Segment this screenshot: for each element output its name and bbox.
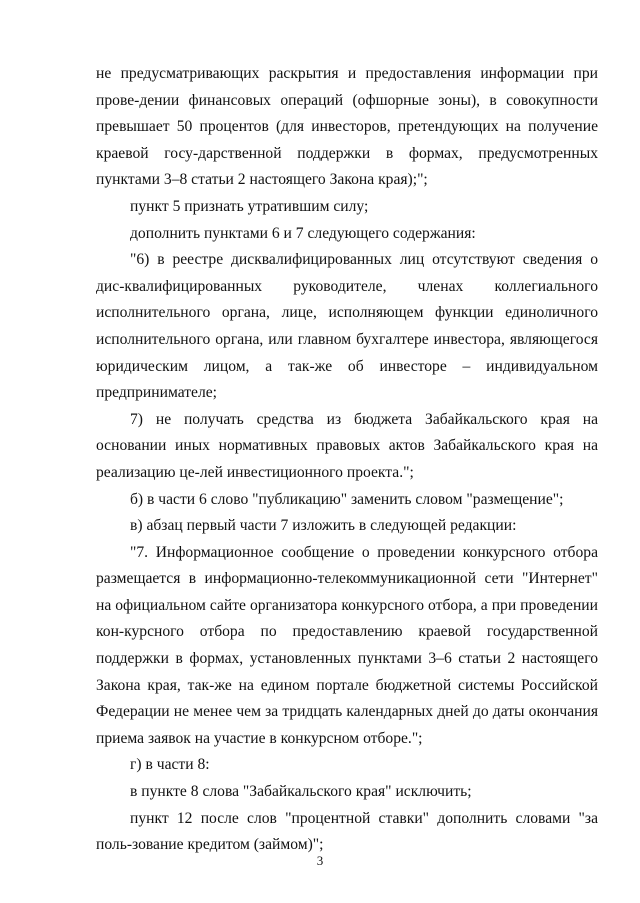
paragraph-information-message: "7. Информационное сообщение о проведении конкурсного отбора размещается в информационно-телекоммуникационной сети "Интернет" на официальном сайте организатора конкурсного отбора, а при проведении кон-курсного отбора по предоставлению краевой государственной поддержки в формах, установленных пунктами 3–6 статьи 2 настоящего Закона края, так-же на едином портале бюджетной системы Российской Федерации не менее чем за тридцать календарных дней до даты окончания приема заявок на участие в конкурсном отборе."; bbox=[96, 543, 598, 747]
paragraph-part-7-change: в) абзац первый части 7 изложить в следующей редакции: bbox=[130, 517, 517, 535]
paragraph-item-7: 7) не получать средства из бюджета Забайкальского края на основании иных нормативных правовых актов Забайкальского края на реализацию це-лей инвестиционного проекта."; bbox=[96, 410, 598, 481]
paragraph-item-6: "6) в реестре дисквалифицированных лиц отсутствуют сведения о дис-квалифицированных руководителе, членах коллегиального исполнительного органа, лице, исполняющем функции единоличного исполнительного органа, или главном бухгалтере инвестора, являющегося юридическим лицом, а так-же об инвесторе – индивидуальном предпринимателе; bbox=[96, 251, 598, 402]
document-body bbox=[96, 61, 598, 859]
page-number: 3 bbox=[316, 853, 324, 868]
paragraph-item-8-change: в пункте 8 слова "Забайкальского края" исключить; bbox=[130, 783, 472, 801]
paragraph-add-items-6-7: дополнить пунктами 6 и 7 следующего содержания: bbox=[130, 224, 476, 242]
paragraph-item-12-change: пункт 12 после слов "процентной ставки" дополнить словами "за поль-зование кредитом (займом)"; bbox=[96, 809, 598, 854]
paragraph-part-6-change: б) в части 6 слово "публикацию" заменить словом "размещение"; bbox=[130, 490, 564, 508]
paragraph-part-8: г) в части 8: bbox=[130, 756, 210, 774]
paragraph-continuation: не предусматривающих раскрытия и предоставления информации при прове-дении финансовых операций (офшорные зоны), в совокупности превышает 50 процентов (для инвесторов, претендующих на получение краевой госу-дарственной поддержки в формах, предусмотренных пунктами 3–8 статьи 2 настоящего Закона края);"; bbox=[96, 65, 598, 189]
paragraph-item-5-repealed: пункт 5 признать утратившим силу; bbox=[130, 197, 369, 215]
